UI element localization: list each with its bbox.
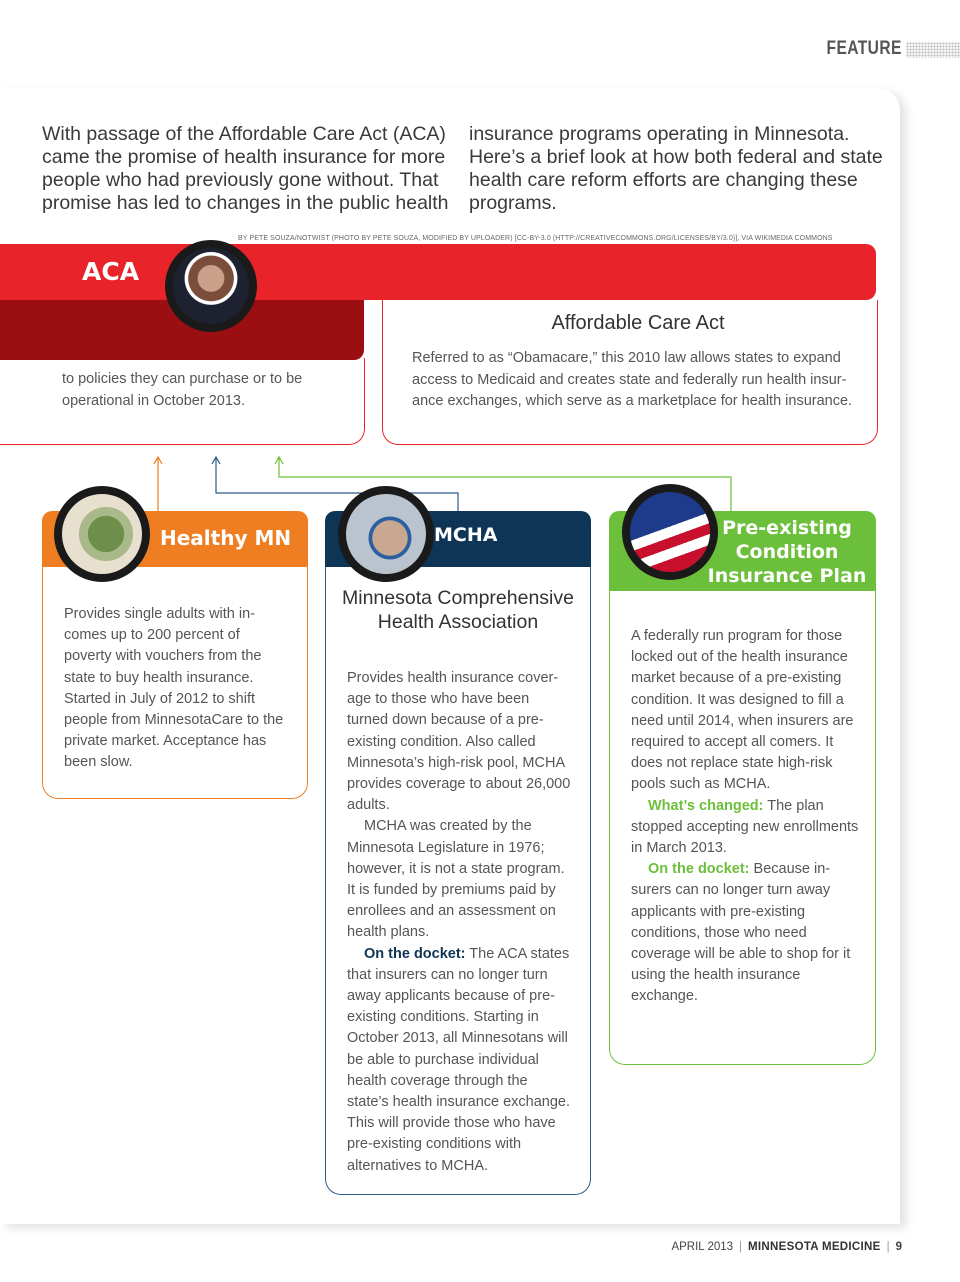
- pcip-docket-paragraph: [631, 859, 859, 1007]
- aca-label: ACA: [82, 257, 140, 286]
- connector-lines: [0, 440, 960, 520]
- footer-separator: |: [739, 1241, 743, 1253]
- pcip-docket-text: Because insurers can no longer turn away applicants with pre-existing conditions, those who need coverage will be able to shop for it using the health insurance exchange.: [631, 861, 851, 1005]
- page-number: 9: [895, 1241, 902, 1253]
- section-label: FEATURE: [826, 38, 902, 59]
- pcip-changed-text: The plan stopped accepting new enrollments in March 2013.: [631, 797, 859, 857]
- pcip-body: [631, 626, 859, 1008]
- mcha-docket-text: The ACA states that insurers can no longer turn away applicants because of pre-existing conditions. Starting in October 2013, all Minnesotans will be able to purchase individual health coverage through the state’s health insurance exchange. This will provide those who have pre-existing conditions with alternatives to MCHA.: [347, 945, 571, 1174]
- intro-left-column: With passage of the Affordable Care Act (ACA) came the promise of health insurance for more people who had previously gone without. That promise has led to changes in the public health: [42, 123, 449, 214]
- aca-title: Affordable Care Act: [551, 312, 725, 334]
- healthy-mn-label: Healthy MN: [160, 526, 292, 550]
- mcha-docket-paragraph: [347, 944, 573, 1177]
- intro-right-column: insurance programs operating in Minnesota. Here’s a brief look at how both federal and state health care reform efforts are changing these programs.: [469, 123, 883, 214]
- page-footer: [671, 1241, 902, 1253]
- pcip-changed-label: What’s changed:: [648, 797, 764, 814]
- pcip-docket-label: On the docket:: [648, 861, 750, 878]
- mcha-docket-label: On the docket:: [364, 945, 466, 962]
- mcha-body: [347, 668, 573, 1177]
- mcha-label: MCHA: [434, 524, 498, 546]
- money-hand-photo: [54, 486, 150, 582]
- photo-credit: BY PETE SOUZA/NOTWIST (PHOTO BY PETE SOUZA, MODIFIED BY UPLOADER) [CC-BY-3.0 (HTTP://CREATIVECOMMONS.ORG/LICENSES/BY/3.0)], VIA WIKIMEDIA COMMONS: [238, 235, 833, 242]
- header-dot-pattern: [906, 42, 960, 58]
- footer-separator: |: [886, 1241, 890, 1253]
- pcip-changed-paragraph: [631, 796, 859, 860]
- aca-description: Referred to as “Obamacare,” this 2010 law allows states to expand access to Medicaid and creates state and federally run health insurance exchanges, which serve as a marketplace for health insurance.: [412, 350, 853, 409]
- insurance-card-photo: [338, 486, 434, 582]
- magazine-name: MINNESOTA MEDICINE: [748, 1241, 881, 1253]
- aca-continued-text: to policies they can purchase or to be operational in October 2013.: [62, 371, 303, 409]
- pcip-paragraph-1: A federally run program for those locked out of the health insurance market because of a pre-existing condition. It was designed to fill a need until 2014, when insurers are required to accept all comers. It does not replace state high-risk pools such as MCHA.: [631, 628, 854, 793]
- issue-date: APRIL 2013: [671, 1241, 734, 1253]
- mcha-paragraph-1: Provides health insurance coverage to those who have been turned down because of a pre-existing condition. Also called Minnesota’s high-risk pool, MCHA provides coverage to about 26,000 adults.: [347, 670, 571, 814]
- aca-portrait-photo: [165, 240, 257, 332]
- healthy-mn-description: Provides single adults with incomes up to 200 percent of poverty with vouchers from the state to buy health insurance. Started in July of 2012 to shift people from MinnesotaCare to the private market. Acceptance has been slow.: [64, 606, 284, 771]
- mcha-full-name: Minnesota Comprehensive Health Association: [342, 587, 574, 633]
- mcha-paragraph-2: MCHA was created by the Minnesota Legislature in 1976; however, it is not a state program. It is funded by premiums paid by enrollees and an assessment on health plans.: [347, 818, 565, 941]
- pcip-label: Pre-existing Condition Insurance Plan: [707, 517, 867, 587]
